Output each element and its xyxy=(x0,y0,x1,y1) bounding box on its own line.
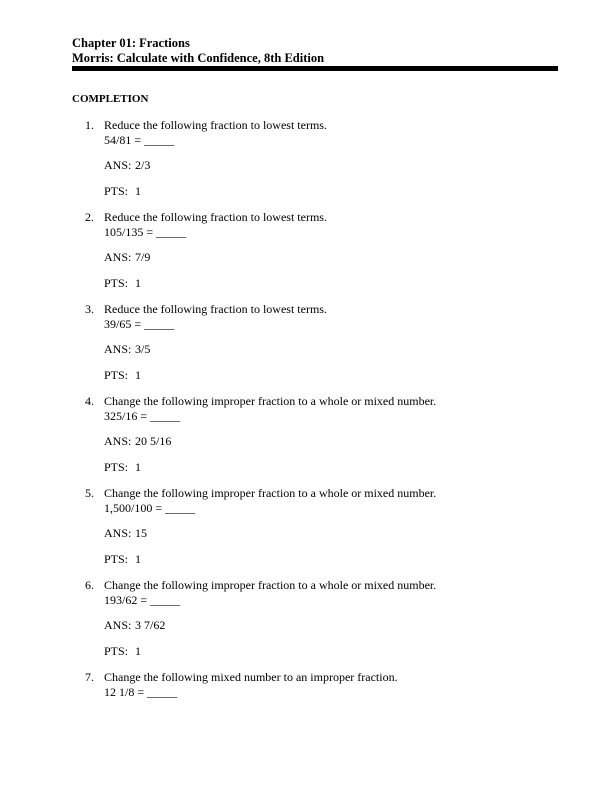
book-title: Morris: Calculate with Confidence, 8th Edition xyxy=(72,51,325,65)
question-prompt: Change the following improper fraction to a whole or mixed number. xyxy=(104,486,437,500)
points-line xyxy=(104,368,141,383)
question-number: 2. xyxy=(85,210,94,224)
points-value: 1 xyxy=(135,276,141,290)
question-expression: 39/65 = _____ xyxy=(104,317,175,331)
question-expression: 325/16 = _____ xyxy=(104,409,181,423)
document-header xyxy=(72,36,558,66)
points-label: PTS: xyxy=(104,460,129,474)
question-number: 1. xyxy=(85,118,94,132)
answer-value: 20 5/16 xyxy=(135,434,172,448)
answer-value: 15 xyxy=(135,526,147,540)
question-prompt: Reduce the following fraction to lowest terms. xyxy=(104,302,327,316)
question-number: 6. xyxy=(85,578,94,592)
question-prompt: Reduce the following fraction to lowest terms. xyxy=(104,210,327,224)
points-label: PTS: xyxy=(104,276,129,290)
question-prompt: Change the following improper fraction to a whole or mixed number. xyxy=(104,578,437,592)
chapter-title: Chapter 01: Fractions xyxy=(72,36,190,50)
points-value: 1 xyxy=(135,644,141,658)
question-number: 3. xyxy=(85,302,94,316)
question-expression: 1,500/100 = _____ xyxy=(104,501,196,515)
question-body xyxy=(104,578,544,608)
answer-label: ANS: xyxy=(104,158,132,172)
points-label: PTS: xyxy=(104,184,129,198)
answer-label: ANS: xyxy=(104,526,132,540)
question-body xyxy=(104,394,544,424)
header-rule xyxy=(72,66,558,71)
question-number: 4. xyxy=(85,394,94,408)
answer-line xyxy=(104,434,171,449)
question-body xyxy=(104,118,544,148)
points-line xyxy=(104,552,141,567)
answer-value: 2/3 xyxy=(135,158,151,172)
points-line xyxy=(104,460,141,475)
points-value: 1 xyxy=(135,368,141,382)
question-body xyxy=(104,670,544,700)
points-value: 1 xyxy=(135,184,141,198)
question-number: 7. xyxy=(85,670,94,684)
question-body xyxy=(104,210,544,240)
points-label: PTS: xyxy=(104,368,129,382)
answer-line xyxy=(104,250,150,265)
answer-label: ANS: xyxy=(104,342,132,356)
answer-label: ANS: xyxy=(104,618,132,632)
question-body xyxy=(104,302,544,332)
answer-line xyxy=(104,158,150,173)
points-value: 1 xyxy=(135,552,141,566)
question-expression: 12 1/8 = _____ xyxy=(104,685,178,699)
section-title: COMPLETION xyxy=(72,93,149,105)
question-prompt: Change the following improper fraction to a whole or mixed number. xyxy=(104,394,437,408)
points-line xyxy=(104,644,141,659)
points-label: PTS: xyxy=(104,644,129,658)
answer-value: 3 7/62 xyxy=(135,618,166,632)
question-number: 5. xyxy=(85,486,94,500)
question-expression: 54/81 = _____ xyxy=(104,133,175,147)
answer-value: 3/5 xyxy=(135,342,151,356)
answer-line xyxy=(104,342,150,357)
question-prompt: Change the following mixed number to an improper fraction. xyxy=(104,670,398,684)
answer-line xyxy=(104,526,147,541)
question-prompt: Reduce the following fraction to lowest terms. xyxy=(104,118,327,132)
points-line xyxy=(104,276,141,291)
points-label: PTS: xyxy=(104,552,129,566)
question-expression: 193/62 = _____ xyxy=(104,593,181,607)
question-body xyxy=(104,486,544,516)
answer-line xyxy=(104,618,165,633)
points-value: 1 xyxy=(135,460,141,474)
points-line xyxy=(104,184,141,199)
answer-value: 7/9 xyxy=(135,250,151,264)
answer-label: ANS: xyxy=(104,434,132,448)
answer-label: ANS: xyxy=(104,250,132,264)
question-expression: 105/135 = _____ xyxy=(104,225,187,239)
